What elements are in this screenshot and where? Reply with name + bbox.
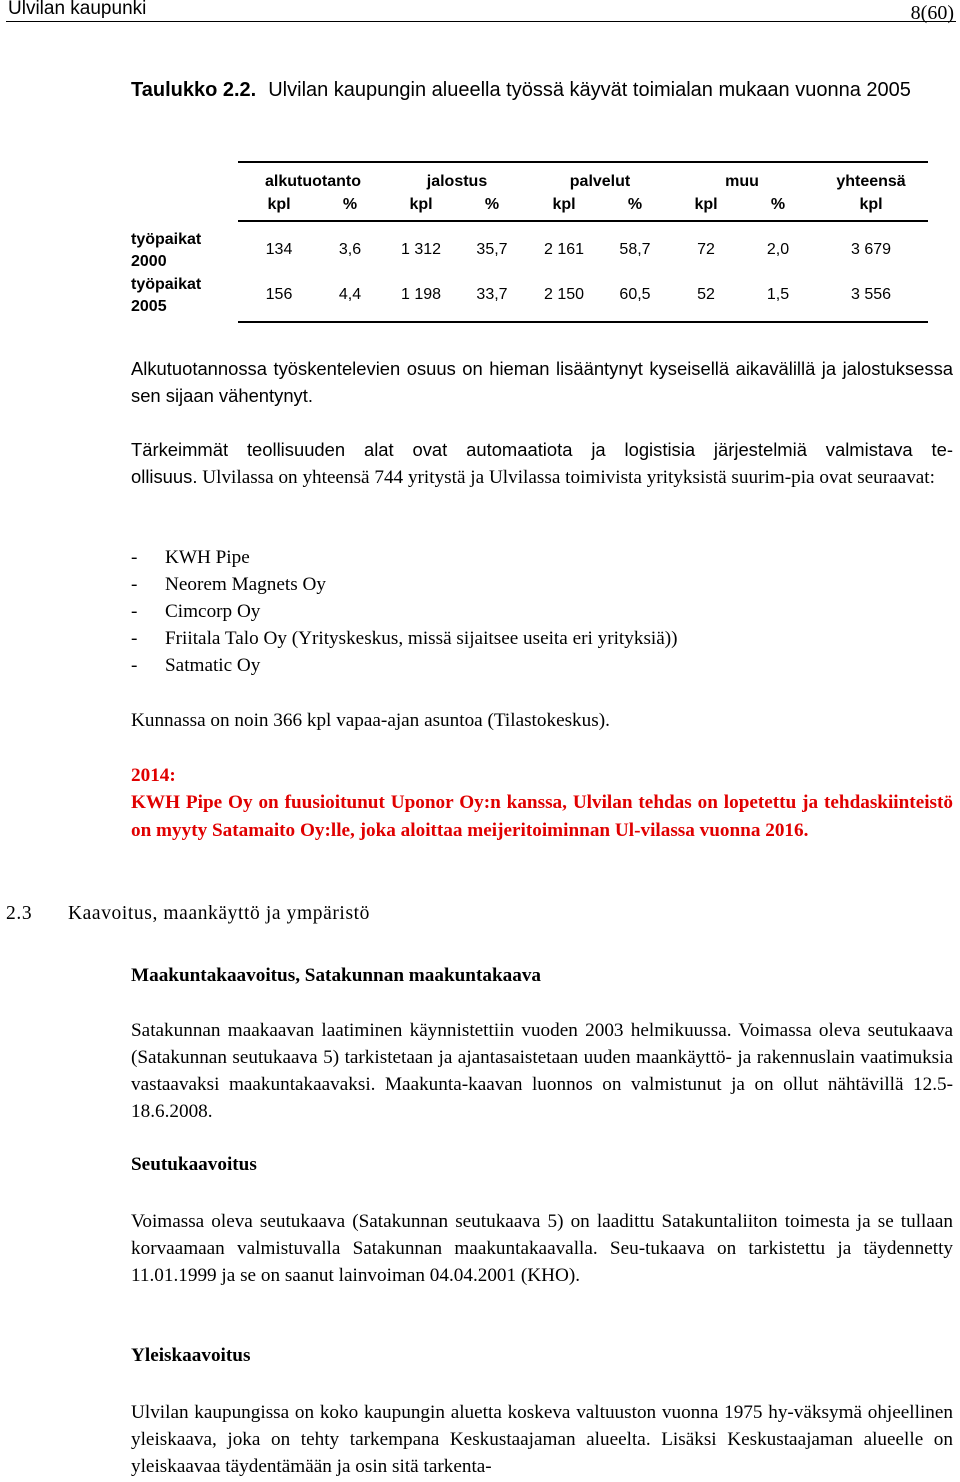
section-number: 2.3 <box>6 903 33 924</box>
subheader: kpl <box>267 196 291 213</box>
paragraph-maakuntakaavoitus: Satakunnan maakaavan laatiminen käynnistettiin vuoden 2003 helmikuussa. Voimassa oleva seutukaava (Satakunnan seutukaava 5) tarkistetaan ja ajantasaistetaan uuden maankäyttö- ja rakennuslain vaatimuksia vastaavaksi maakuntakaavaksi. Maakunta-kaavan luonnos on valmistunut ja on ollut nähtävillä 12.5-18.6.2008. <box>131 1020 953 1122</box>
col-group-yhteensa: yhteensä <box>836 173 906 190</box>
paragraph-primary-production: Alkutuotannossa työskentelevien osuus on hieman lisääntynyt kyseisellä aikavälillä ja jalostuksessa sen sijaan vähentynyt. <box>131 358 953 406</box>
subheader: % <box>770 196 786 213</box>
table-header-rule <box>238 220 928 222</box>
list-item: - Neorem Magnets Oy <box>131 574 326 595</box>
company-name: Neorem Magnets Oy <box>165 574 326 595</box>
col-group-muu: muu <box>725 173 759 190</box>
table-cell: 1 312 <box>400 241 442 258</box>
table-cell: 3 679 <box>850 241 892 258</box>
subheading-maakuntakaavoitus: Maakuntakaavoitus, Satakunnan maakuntakaava <box>131 965 542 986</box>
list-item: - KWH Pipe <box>131 547 250 568</box>
table-cell: 52 <box>697 286 715 303</box>
company-name: Satmatic Oy <box>165 655 261 676</box>
subheading-yleiskaavoitus: Yleiskaavoitus <box>131 1345 251 1366</box>
table-bottom-rule <box>238 321 928 323</box>
update-note-2014 <box>131 762 953 844</box>
table-cell: 33,7 <box>476 286 508 303</box>
row-label <box>131 229 201 273</box>
subheader: kpl <box>409 196 433 213</box>
table-cell: 4,4 <box>338 286 362 303</box>
subheader: kpl <box>552 196 576 213</box>
update-text: KWH Pipe Oy on fuusioitunut Uponor Oy:n kanssa, Ulvilan tehdas on lopetettu ja tehdaskiinteistö on myyty Satamaito Oy:lle, joka aloittaa meijeritoiminnan Ul-vilassa vuonna 2016. <box>131 792 953 841</box>
company-list <box>131 544 678 679</box>
caption-title: Ulvilan kaupungin alueella työssä käyvät toimialan mukaan vuonna 2005 <box>268 79 911 101</box>
subheading-seutukaavoitus: Seutukaavoitus <box>131 1154 257 1175</box>
industries-line-2: ollisuus. <box>131 466 198 487</box>
caption-number: Taulukko 2.2. <box>131 79 257 101</box>
employment-table <box>0 0 960 340</box>
paragraph-seutukaavoitus: Voimassa oleva seutukaava (Satakunnan seutukaava 5) on laadittu Satakuntaliiton toimesta ja se tullaan korvaamaan valmistuvalla Satakunnan maakuntakaavalla. Seu-tukaava on tarkistettu ja täydennetty 11.01.1999 ja se on saanut lainvoiman 04.04.2001 (KHO). <box>131 1211 953 1286</box>
table-cell: 3,6 <box>338 241 362 258</box>
table-cell: 2 150 <box>543 286 585 303</box>
row-label-line: työpaikat <box>131 231 202 248</box>
paragraph-housing: Kunnassa on noin 366 kpl vapaa-ajan asuntoa (Tilastokeskus). <box>131 710 610 731</box>
company-name: Friitala Talo Oy (Yrityskeskus, missä sijaitsee useita eri yrityksiä)) <box>165 628 678 649</box>
update-year: 2014: <box>131 765 176 786</box>
companies-intro: Ulvilassa on yhteensä 744 yritystä ja Ulvilassa toimivista yrityksistä suurim-pia ovat seuraavat: <box>202 467 935 488</box>
row-label <box>131 274 201 318</box>
row-label-year: 2005 <box>131 298 167 315</box>
list-item: - Cimcorp Oy <box>131 601 261 622</box>
table-cell: 134 <box>265 241 293 258</box>
table-cell: 1,5 <box>766 286 790 303</box>
col-group-alkutuotanto: alkutuotanto <box>265 173 361 190</box>
table-cell: 3 556 <box>850 286 892 303</box>
table-cell: 1 198 <box>400 286 442 303</box>
row-label-year: 2000 <box>131 253 167 270</box>
list-item: - Friitala Talo Oy (Yrityskeskus, missä sijaitsee useita eri yrityksiä)) <box>131 628 678 649</box>
section-heading <box>6 903 370 925</box>
table-top-rule <box>238 161 928 163</box>
company-name: Cimcorp Oy <box>165 601 261 622</box>
company-name: KWH Pipe <box>165 547 250 568</box>
table-cell: 156 <box>265 286 293 303</box>
table-cell: 60,5 <box>619 286 651 303</box>
subheader: kpl <box>694 196 718 213</box>
col-group-palvelut: palvelut <box>569 173 631 190</box>
subheader: % <box>627 196 643 213</box>
table-cell: 35,7 <box>476 241 508 258</box>
list-item: - Satmatic Oy <box>131 655 261 676</box>
table-cell: 2 161 <box>543 241 585 258</box>
subheader: % <box>484 196 500 213</box>
industries-line-1: Tärkeimmät teollisuuden alat ovat automaatiota ja logistisia järjestelmiä valmistava te- <box>131 439 953 460</box>
table-cell: 72 <box>697 241 715 258</box>
col-group-jalostus: jalostus <box>426 173 488 190</box>
subheader: kpl <box>859 196 883 213</box>
running-header-left: Ulvilan kaupunki <box>8 0 147 19</box>
table-cell: 2,0 <box>766 241 790 258</box>
paragraph-yleiskaavoitus: Ulvilan kaupungissa on koko kaupungin aluetta koskeva valtuuston vuonna 1975 hy-väksymä ohjeellinen yleiskaava, joka on tehty tarkempana Keskustaajaman alueelta. Lisäksi Keskustaajaman alueelle on yleiskaavaa täydentämään ja osin sitä tarkenta- <box>131 1402 953 1477</box>
table-cell: 58,7 <box>619 241 651 258</box>
page-number: 8(60) <box>910 2 954 24</box>
paragraph-industries <box>131 436 953 491</box>
row-label-line: työpaikat <box>131 276 202 293</box>
subheader: % <box>342 196 358 213</box>
section-title: Kaavoitus, maankäyttö ja ympäristö <box>68 903 370 924</box>
